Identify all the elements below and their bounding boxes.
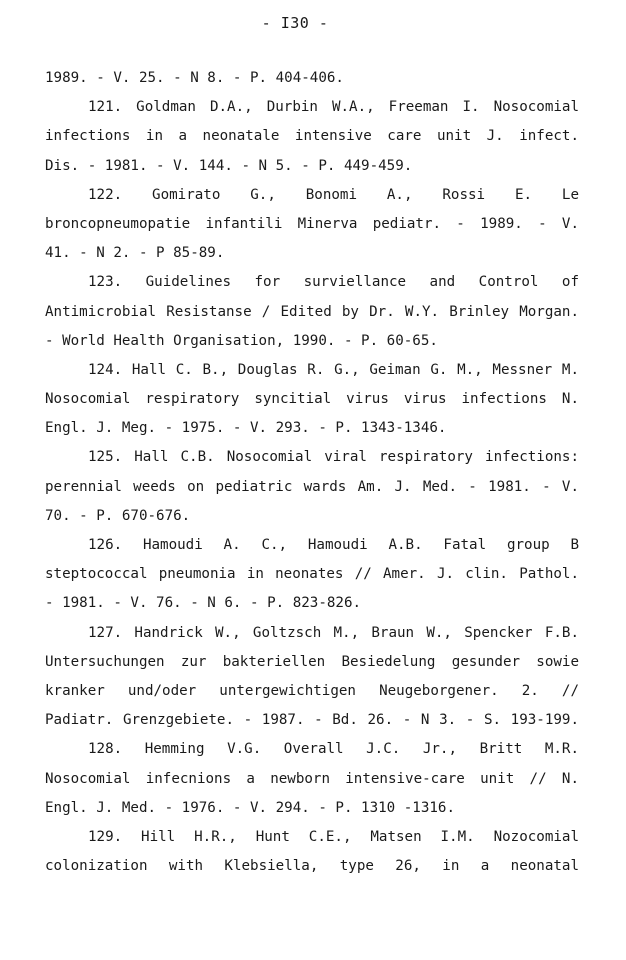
reference-entry-start: 124. Hall C. B., Douglas R. G., Geiman G. M., Messner M. [88,361,579,378]
reference-line: Dis. - 1981. - V. 144. - N 5. - P. 449-459. [45,157,413,174]
reference-line: kranker und/oder untergewichtigen Neugeborgener. 2. // [45,682,579,699]
page-number: - I30 - [261,14,329,32]
reference-entry-start: 128. Hemming V.G. Overall J.C. Jr., Britt M.R. [88,741,579,758]
reference-line: perennial weeds on pediatric wards Am. J. Med. - 1981. - V. [45,478,579,495]
reference-line: broncopneumopatie infantili Minerva pediatr. - 1989. - V. [45,215,579,232]
reference-line: 70. - P. 670-676. [45,507,191,524]
reference-line: 1989. - V. 25. - N 8. - P. 404-406. [45,70,344,86]
reference-line: - World Health Organisation, 1990. - P. 60-65. [45,332,438,349]
reference-entry-start: 121. Goldman D.A., Durbin W.A., Freeman I. Nosocomial [88,99,579,116]
reference-line: infections in a neonatale intensive care unit J. infect. [45,128,579,145]
reference-entry-start: 122. Gomirato G., Bonomi A., Rossi E. Le [88,186,579,203]
reference-line: steptococcal pneumonia in neonates // Amer. J. clin. Pathol. [45,566,579,583]
reference-line: Nosocomial respiratory syncitial virus virus infections N. [45,391,579,408]
reference-line: Nosocomial infecnions a newborn intensive-care unit // N. [45,770,579,787]
reference-entry-start: 125. Hall C.B. Nosocomial viral respiratory infections: [88,449,579,466]
reference-line: colonization with Klebsiella, type 26, in a neonatal [45,858,579,875]
reference-line: 41. - N 2. - P 85-89. [45,245,225,262]
reference-line: Engl. J. Meg. - 1975. - V. 293. - P. 1343-1346. [45,420,447,437]
reference-line: Engl. J. Med. - 1976. - V. 294. - P. 1310 -1316. [45,799,455,816]
reference-entry-start: 127. Handrick W., Goltzsch M., Braun W., Spencker F.B. [88,624,579,641]
reference-line: Padiatr. Grenzgebiete. - 1987. - Bd. 26. - N 3. - S. 193-199. [45,712,579,729]
reference-line: Antimicrobial Resistanse / Edited by Dr. W.Y. Brinley Morgan. [45,303,579,320]
reference-line: - 1981. - V. 76. - N 6. - P. 823-826. [45,595,362,612]
reference-list [45,64,579,881]
reference-entry-start: 126. Hamoudi A. C., Hamoudi A.B. Fatal group B [88,537,579,553]
reference-entry-start: 129. Hill H.R., Hunt C.E., Matsen I.M. Nozocomial [88,828,579,845]
reference-entry-start: 123. Guidelines for surviellance and Control of [88,274,579,291]
reference-line: Untersuchungen zur bakteriellen Besiedelung gesunder sowie [45,653,579,670]
